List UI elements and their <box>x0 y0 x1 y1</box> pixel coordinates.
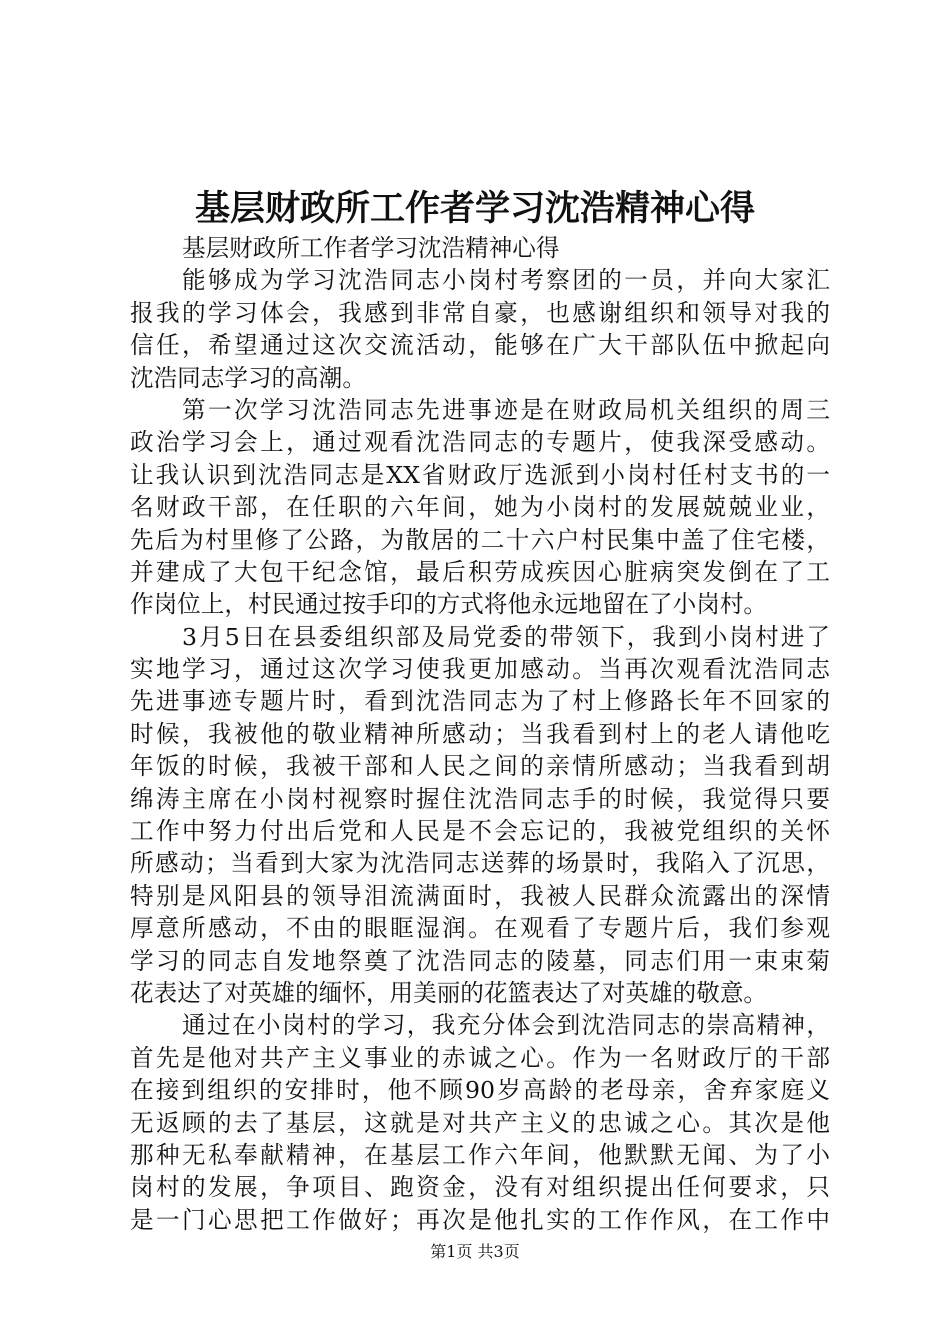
text-line: 学习的同志自发地祭奠了沈浩同志的陵墓，同志们用一束束菊 <box>130 946 830 975</box>
text-line: 那种无私奉献精神，在基层工作六年间，他默默无闻、为了小 <box>130 1140 830 1169</box>
text-line: 实地学习，通过这次学习使我更加感动。当再次观看沈浩同志 <box>130 655 830 684</box>
text-line: 花表达了对英雄的缅怀，用美丽的花篮表达了对英雄的敬意。 <box>130 978 768 1007</box>
text-line: 时候，我被他的敬业精神所感动；当我看到村上的老人请他吃 <box>130 719 830 748</box>
text-line: 作岗位上，村民通过按手印的方式将他永远地留在了小岗村。 <box>130 590 768 619</box>
text-line: 工作中努力付出后党和人民是不会忘记的，我被党组织的关怀 <box>130 817 830 846</box>
text-line: 年饭的时候，我被干部和人民之间的亲情所感动；当我看到胡 <box>130 752 830 781</box>
text-line: 信任，希望通过这次交流活动，能够在广大干部队伍中掀起向 <box>130 331 830 360</box>
text-line: 岗村的发展，争项目、跑资金，没有对组织提出任何要求，只 <box>130 1173 830 1202</box>
text-line: 报我的学习体会，我感到非常自豪，也感谢组织和领导对我的 <box>130 298 830 327</box>
text-line: 3月5日在县委组织部及局党委的带领下，我到小岗村进了 <box>182 622 830 651</box>
text-line: 名财政干部，在任职的六年间，她为小岗村的发展兢兢业业， <box>130 493 830 522</box>
text-line: 先后为村里修了公路，为散居的二十六户村民集中盖了住宅楼， <box>130 525 830 554</box>
page-footer: 第1页 共3页 <box>430 1242 520 1261</box>
text-line: 沈浩同志学习的高潮。 <box>130 363 366 392</box>
text-line: 首先是他对共产主义事业的赤诚之心。作为一名财政厅的干部 <box>130 1043 830 1072</box>
text-line: 绵涛主席在小岗村视察时握住沈浩同志手的时候，我觉得只要 <box>130 784 830 813</box>
text-line: 能够成为学习沈浩同志小岗村考察团的一员，并向大家汇 <box>182 266 830 295</box>
text-line: 是一门心思把工作做好；再次是他扎实的工作作风，在工作中 <box>130 1205 830 1234</box>
document-title: 基层财政所工作者学习沈浩精神心得 <box>194 188 755 229</box>
text-line: 并建成了大包干纪念馆，最后积劳成疾因心脏病突发倒在了工 <box>130 557 830 586</box>
text-line: 厚意所感动，不由的眼眶湿润。在观看了专题片后，我们参观 <box>130 914 830 943</box>
text-line: 先进事迹专题片时，看到沈浩同志为了村上修路长年不回家的 <box>130 687 830 716</box>
text-line: 让我认识到沈浩同志是XX省财政厅选派到小岗村任村支书的一 <box>130 460 830 489</box>
text-line: 特别是风阳县的领导泪流满面时，我被人民群众流露出的深情 <box>130 881 830 910</box>
text-line: 第一次学习沈浩同志先进事迹是在财政局机关组织的周三 <box>182 395 830 424</box>
text-line: 基层财政所工作者学习沈浩精神心得 <box>182 234 560 262</box>
text-line: 在接到组织的安排时，他不顾90岁高龄的老母亲，舍弃家庭义 <box>130 1076 830 1105</box>
text-line: 政治学习会上，通过观看沈浩同志的专题片，使我深受感动。 <box>130 428 830 457</box>
text-line: 无返顾的去了基层，这就是对共产主义的忠诚之心。其次是他 <box>130 1108 830 1137</box>
text-line: 所感动；当看到大家为沈浩同志送葬的场景时，我陷入了沉思， <box>130 849 830 878</box>
text-line: 通过在小岗村的学习，我充分体会到沈浩同志的崇高精神， <box>182 1011 830 1040</box>
document-body <box>130 232 830 1236</box>
